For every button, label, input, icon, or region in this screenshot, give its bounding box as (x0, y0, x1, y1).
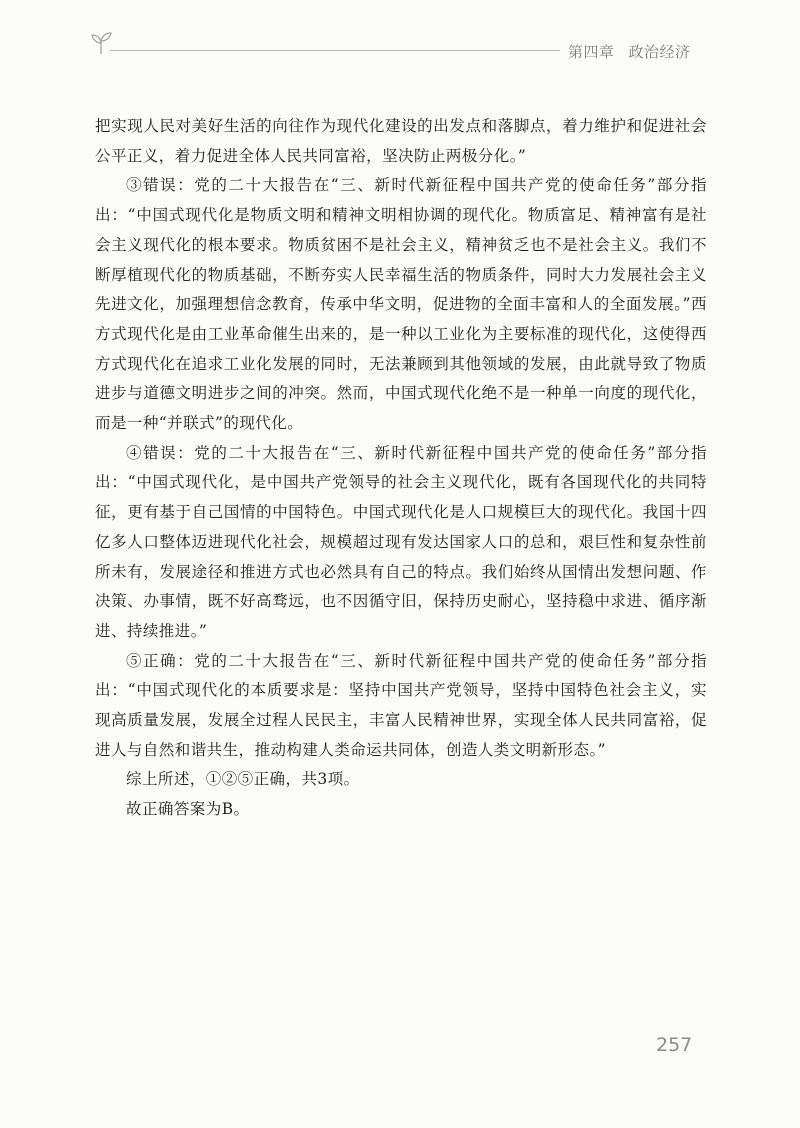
chapter-title: 政治经济 (628, 43, 691, 61)
paragraph-continuation: 把实现人民对美好生活的向往作为现代化建设的出发点和落脚点，着力维护和促进社会公平正义，着力促进全体人民共同富裕，坚决防止两极分化。” (95, 117, 707, 165)
page-number: 257 (656, 1034, 693, 1056)
header-rule (110, 50, 560, 51)
body-text (95, 112, 707, 825)
paragraph-item-4: ④错误：党的二十大报告在“三、新时代新征程中国共产党的使命任务”部分指出：“中国式现代化，是中国共产党领导的社会主义现代化，既有各国现代化的共同特征，更有基于自己国情的中国特色。中国式现代化是人口规模巨大的现代化。我国十四亿多人口整体迈进现代化社会，规模超过现有发达国家人口的总和，艰巨性和复杂性前所未有，发展途径和推进方式也必然具有自己的特点。我们始终从国情出发想问题、作决策、办事情，既不好高骛远，也不因循守旧，保持历史耐心，坚持稳中求进、循序渐进、持续推进。” (95, 443, 707, 640)
sprout-icon (88, 30, 114, 56)
running-header (88, 30, 718, 60)
paragraph-item-5: ⑤正确：党的二十大报告在“三、新时代新征程中国共产党的使命任务”部分指出：“中国式现代化的本质要求是：坚持中国共产党领导，坚持中国特色社会主义，实现高质量发展，发展全过程人民民主，丰富人民精神世界，实现全体人民共同富裕，促进人与自然和谐共生，推动构建人类命运共同体，创造人类文明新形态。” (95, 651, 707, 759)
chapter-number: 第四章 (568, 43, 615, 61)
paragraph-answer: 故正确答案为B。 (126, 800, 250, 819)
paragraph-summary: 综上所述，①②⑤正确，共3项。 (126, 770, 360, 789)
chapter-heading (568, 41, 691, 62)
paragraph-item-3: ③错误：党的二十大报告在“三、新时代新征程中国共产党的使命任务”部分指出：“中国式现代化是物质文明和精神文明相协调的现代化。物质富足、精神富有是社会主义现代化的根本要求。物质贫困不是社会主义，精神贫乏也不是社会主义。我们不断厚植现代化的物质基础，不断夯实人民幸福生活的物质条件，同时大力发展社会主义先进文化，加强理想信念教育，传承中华文明，促进物的全面丰富和人的全面发展。”西方式现代化是由工业革命催生出来的，是一种以工业化为主要标准的现代化，这使得西方式现代化在追求工业化发展的同时，无法兼顾到其他领域的发展，由此就导致了物质进步与道德文明进步之间的冲突。然而，中国式现代化绝不是一种单一向度的现代化，而是一种“并联式”的现代化。 (95, 176, 707, 433)
